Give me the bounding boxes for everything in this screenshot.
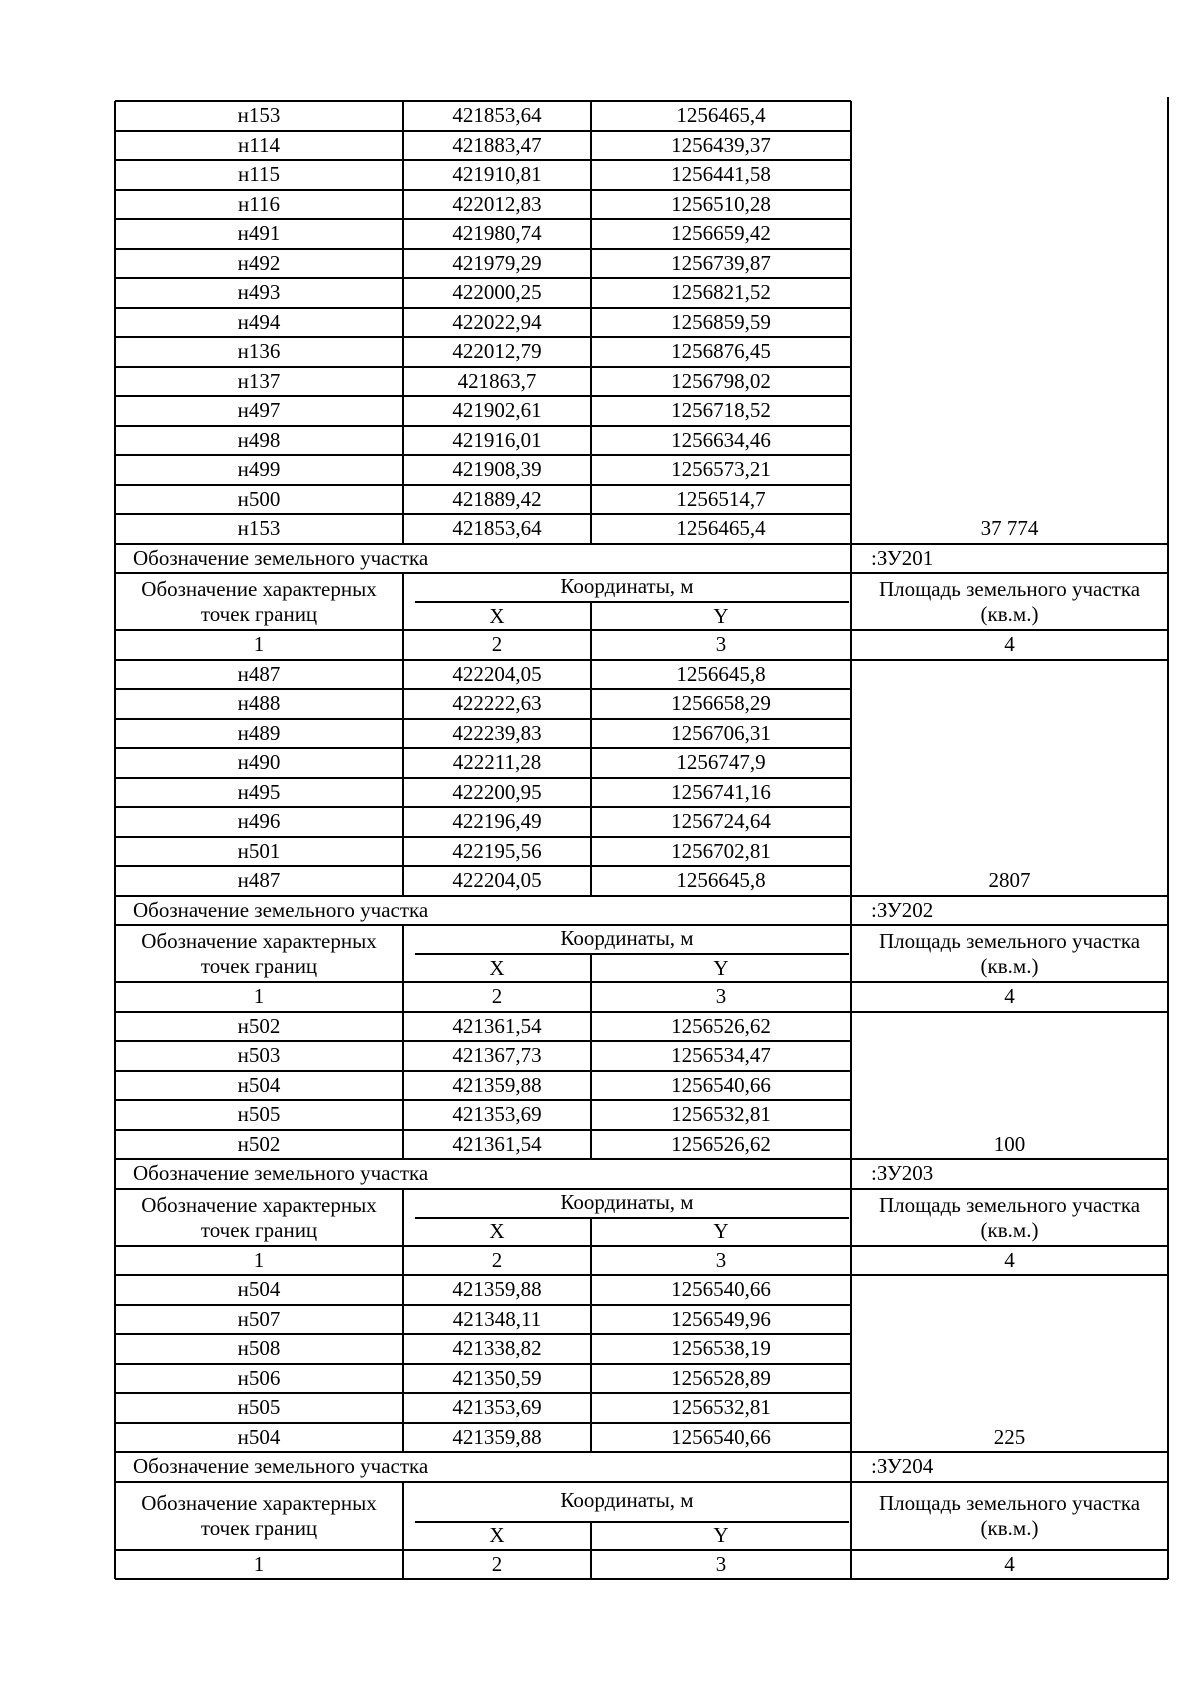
x-coordinate-cell: 421916,01 <box>452 427 542 452</box>
row-border <box>115 865 851 867</box>
row-border <box>115 1274 1168 1276</box>
x-coordinate-cell: 422239,83 <box>452 720 542 745</box>
column-number-cell: 3 <box>715 1247 727 1272</box>
column-number-cell: 4 <box>1004 1247 1015 1272</box>
column-border <box>114 1275 116 1452</box>
column-border <box>114 1482 116 1550</box>
area-header-line2: (кв.м.) <box>980 954 1039 978</box>
point-id-cell: н505 <box>237 1395 281 1420</box>
coordinates-header: Координаты, м <box>560 1189 694 1214</box>
area-header-line1: Площадь земельного участка <box>878 1192 1141 1217</box>
row-border <box>115 248 851 250</box>
column-border <box>1167 925 1169 982</box>
area-header-line1: Площадь земельного участка <box>878 1491 1141 1515</box>
column-border <box>402 1189 404 1246</box>
row-border <box>115 1158 1168 1160</box>
row-border <box>115 1549 1168 1551</box>
column-number-cell: 3 <box>715 984 727 1009</box>
column-border <box>850 1452 852 1482</box>
point-id-cell: н492 <box>237 250 281 275</box>
column-border <box>850 1189 852 1246</box>
column-border <box>114 544 116 574</box>
row-border <box>115 747 851 749</box>
x-coordinate-cell: 421353,69 <box>452 1102 542 1127</box>
area-value-cell: 100 <box>993 1131 1026 1156</box>
row-border <box>115 836 851 838</box>
column-border <box>590 101 592 544</box>
coordinates-header: Координаты, м <box>560 1488 694 1512</box>
area-value-cell: 2807 <box>988 868 1031 893</box>
column-border <box>402 925 404 982</box>
x-coordinate-cell: 422222,63 <box>452 691 542 716</box>
x-coordinate-cell: 421902,61 <box>452 398 542 423</box>
column-border <box>590 1550 592 1580</box>
column-border <box>850 1482 852 1550</box>
row-border <box>115 1099 851 1101</box>
point-id-cell: н504 <box>237 1424 281 1449</box>
column-number-cell: 1 <box>253 632 265 657</box>
point-id-cell: н487 <box>237 868 281 893</box>
row-border <box>115 1481 1168 1483</box>
parcel-id: :ЗУ203 <box>871 1161 934 1186</box>
y-coordinate-cell: 1256645,8 <box>676 868 766 893</box>
area-header-line1: Площадь земельного участка <box>878 577 1141 601</box>
parcel-label: Обозначение земельного участка <box>133 545 429 570</box>
x-coordinate-cell: 422012,79 <box>452 339 542 364</box>
point-id-cell: н500 <box>237 486 281 511</box>
row-border <box>115 336 851 338</box>
row-border <box>115 1333 851 1335</box>
parcel-label: Обозначение земельного участка <box>133 897 429 922</box>
point-id-cell: н116 <box>238 191 280 216</box>
y-coordinate-cell: 1256739,87 <box>671 250 771 275</box>
x-coordinate-cell: 421853,64 <box>452 516 542 541</box>
y-coordinate-cell: 1256741,16 <box>671 779 771 804</box>
row-border <box>115 981 1168 983</box>
y-column-header: Y <box>713 603 729 628</box>
point-id-cell: н493 <box>237 280 281 305</box>
row-border <box>115 718 851 720</box>
x-coordinate-cell: 421361,54 <box>452 1131 542 1156</box>
row-border <box>115 1363 851 1365</box>
column-border <box>402 1012 404 1160</box>
row-border <box>115 513 851 515</box>
column-border <box>850 896 852 926</box>
column-border <box>1167 1482 1169 1550</box>
x-column-header: X <box>489 955 505 980</box>
x-coordinate-cell: 421980,74 <box>452 221 542 246</box>
column-border <box>1167 896 1169 926</box>
column-border <box>402 101 404 544</box>
point-id-cell: н495 <box>237 779 281 804</box>
column-border <box>402 1550 404 1580</box>
row-border <box>115 395 851 397</box>
row-border <box>415 1217 849 1219</box>
column-border <box>114 573 116 630</box>
column-border <box>850 1159 852 1189</box>
y-coordinate-cell: 1256465,4 <box>676 516 766 541</box>
column-border <box>590 1246 592 1276</box>
parcel-id: :ЗУ204 <box>871 1454 934 1479</box>
column-number-cell: 1 <box>253 984 265 1009</box>
column-border <box>114 630 116 660</box>
parcel-id: :ЗУ202 <box>871 897 934 922</box>
y-coordinate-cell: 1256514,7 <box>676 486 766 511</box>
column-border <box>114 660 116 896</box>
point-id-cell: н508 <box>237 1336 281 1361</box>
row-border <box>115 629 1168 631</box>
column-border <box>1167 1189 1169 1246</box>
column-border <box>402 982 404 1012</box>
row-border <box>115 543 1168 545</box>
row-border <box>115 1245 1168 1247</box>
point-id-cell: н499 <box>237 457 281 482</box>
row-border <box>115 1129 851 1131</box>
parcel-label: Обозначение земельного участка <box>133 1454 429 1479</box>
row-border <box>115 218 851 220</box>
y-coordinate-cell: 1256441,58 <box>671 162 771 187</box>
row-border <box>115 688 851 690</box>
column-border <box>1167 982 1169 1012</box>
column-border <box>1167 630 1169 660</box>
y-coordinate-cell: 1256540,66 <box>671 1424 771 1449</box>
row-border <box>115 1304 851 1306</box>
y-coordinate-cell: 1256510,28 <box>671 191 771 216</box>
x-coordinate-cell: 421348,11 <box>452 1306 542 1331</box>
column-number-cell: 4 <box>1004 984 1015 1009</box>
column-border <box>114 1159 116 1189</box>
x-coordinate-cell: 422196,49 <box>452 809 542 834</box>
x-column-header: X <box>489 1523 505 1547</box>
y-coordinate-cell: 1256859,59 <box>671 309 771 334</box>
column-border <box>850 544 852 574</box>
point-id-cell: н114 <box>238 132 280 157</box>
x-coordinate-cell: 421361,54 <box>452 1013 542 1038</box>
column-border <box>1167 1012 1169 1160</box>
point-id-cell: н153 <box>237 103 281 128</box>
row-border <box>115 159 851 161</box>
point-id-cell: н137 <box>237 368 281 393</box>
column-border <box>850 660 852 896</box>
x-coordinate-cell: 422204,05 <box>452 868 542 893</box>
y-coordinate-cell: 1256549,96 <box>671 1306 771 1331</box>
row-border <box>115 806 851 808</box>
column-border <box>590 630 592 660</box>
column-border <box>850 573 852 630</box>
y-coordinate-cell: 1256534,47 <box>671 1043 771 1068</box>
column-border <box>590 982 592 1012</box>
y-coordinate-cell: 1256659,42 <box>671 221 771 246</box>
point-id-cell: н504 <box>237 1277 281 1302</box>
column-number-cell: 3 <box>715 632 727 657</box>
y-coordinate-cell: 1256702,81 <box>671 838 771 863</box>
row-border <box>415 601 849 603</box>
y-coordinate-cell: 1256645,8 <box>676 661 766 686</box>
y-coordinate-cell: 1256718,52 <box>671 398 771 423</box>
column-number-cell: 4 <box>1004 632 1015 657</box>
x-coordinate-cell: 422022,94 <box>452 309 542 334</box>
x-coordinate-cell: 421908,39 <box>452 457 542 482</box>
x-coordinate-cell: 421863,7 <box>457 368 537 393</box>
column-number-cell: 1 <box>253 1551 265 1576</box>
y-coordinate-cell: 1256634,46 <box>671 427 771 452</box>
column-border <box>114 1550 116 1580</box>
parcel-label: Обозначение земельного участка <box>133 1161 429 1186</box>
y-coordinate-cell: 1256526,62 <box>671 1013 771 1038</box>
x-coordinate-cell: 422012,83 <box>452 191 542 216</box>
y-coordinate-cell: 1256540,66 <box>671 1277 771 1302</box>
row-border <box>115 1040 851 1042</box>
x-coordinate-cell: 421367,73 <box>452 1043 542 1068</box>
point-id-cell: н504 <box>237 1072 281 1097</box>
column-border <box>402 573 404 630</box>
y-coordinate-cell: 1256439,37 <box>671 132 771 157</box>
x-coordinate-cell: 422200,95 <box>452 779 542 804</box>
points-header-line1: Обозначение характерных <box>141 1491 377 1515</box>
area-header-line2: (кв.м.) <box>980 602 1039 626</box>
points-header-line1: Обозначение характерных <box>141 1192 377 1217</box>
point-id-cell: н506 <box>237 1365 281 1390</box>
column-border <box>114 101 116 544</box>
point-id-cell: н115 <box>238 162 280 187</box>
point-id-cell: н487 <box>237 661 281 686</box>
column-border <box>590 1012 592 1160</box>
y-coordinate-cell: 1256526,62 <box>671 1131 771 1156</box>
column-border <box>114 1452 116 1482</box>
x-coordinate-cell: 422204,05 <box>452 661 542 686</box>
x-coordinate-cell: 422000,25 <box>452 280 542 305</box>
points-header-line2: точек границ <box>200 602 318 626</box>
column-number-cell: 2 <box>491 1551 503 1576</box>
x-coordinate-cell: 421359,88 <box>452 1072 542 1097</box>
row-border <box>115 130 851 132</box>
row-border <box>115 1392 851 1394</box>
column-border <box>1167 573 1169 630</box>
column-border <box>402 1482 404 1550</box>
row-border <box>115 1578 1168 1580</box>
column-border <box>850 1275 852 1452</box>
points-header-line2: точек границ <box>200 1516 318 1540</box>
y-coordinate-cell: 1256658,29 <box>671 691 771 716</box>
row-border <box>415 1521 849 1523</box>
row-border <box>115 454 851 456</box>
row-border <box>415 953 849 955</box>
y-coordinate-cell: 1256798,02 <box>671 368 771 393</box>
column-border <box>590 660 592 896</box>
row-border <box>115 277 851 279</box>
point-id-cell: н489 <box>237 720 281 745</box>
x-coordinate-cell: 421853,64 <box>452 103 542 128</box>
coordinates-header: Координаты, м <box>560 574 694 598</box>
column-border <box>114 925 116 982</box>
column-border <box>1167 1246 1169 1276</box>
x-coordinate-cell: 421350,59 <box>452 1365 542 1390</box>
y-coordinate-cell: 1256821,52 <box>671 280 771 305</box>
column-border <box>402 660 404 896</box>
point-id-cell: н488 <box>237 691 281 716</box>
x-column-header: X <box>489 603 505 628</box>
column-number-cell: 1 <box>253 1247 265 1272</box>
column-border <box>590 1275 592 1452</box>
y-coordinate-cell: 1256538,19 <box>671 1336 771 1361</box>
y-coordinate-cell: 1256724,64 <box>671 809 771 834</box>
points-header-line1: Обозначение характерных <box>141 929 377 953</box>
column-border <box>1167 1159 1169 1189</box>
row-border <box>115 425 851 427</box>
area-value-cell: 225 <box>993 1424 1026 1449</box>
point-id-cell: н507 <box>237 1306 281 1331</box>
x-coordinate-cell: 421889,42 <box>452 486 542 511</box>
column-border <box>850 925 852 982</box>
column-number-cell: 3 <box>715 1551 727 1576</box>
y-coordinate-cell: 1256540,66 <box>671 1072 771 1097</box>
column-border <box>590 1522 592 1550</box>
column-border <box>1167 1275 1169 1452</box>
x-coordinate-cell: 422195,56 <box>452 838 542 863</box>
row-border <box>115 1422 851 1424</box>
y-column-header: Y <box>713 955 729 980</box>
row-border <box>115 1011 1168 1013</box>
x-coordinate-cell: 422211,28 <box>452 750 542 775</box>
column-border <box>850 1012 852 1160</box>
x-coordinate-cell: 421359,88 <box>452 1277 542 1302</box>
row-border <box>115 100 851 102</box>
column-border <box>114 982 116 1012</box>
point-id-cell: н498 <box>237 427 281 452</box>
row-border <box>115 777 851 779</box>
x-coordinate-cell: 421359,88 <box>452 1424 542 1449</box>
column-border <box>402 630 404 660</box>
x-coordinate-cell: 421910,81 <box>452 162 542 187</box>
column-border <box>114 1189 116 1246</box>
point-id-cell: н501 <box>237 838 281 863</box>
y-column-header: Y <box>713 1523 729 1547</box>
row-border <box>115 366 851 368</box>
x-coordinate-cell: 421979,29 <box>452 250 542 275</box>
x-column-header: X <box>489 1219 505 1243</box>
y-coordinate-cell: 1256532,81 <box>671 1102 771 1127</box>
column-number-cell: 2 <box>491 632 503 657</box>
point-id-cell: н497 <box>237 398 281 423</box>
point-id-cell: н502 <box>237 1131 281 1156</box>
row-border <box>115 307 851 309</box>
y-coordinate-cell: 1256573,21 <box>671 457 771 482</box>
point-id-cell: н136 <box>237 339 281 364</box>
point-id-cell: н490 <box>237 750 281 775</box>
column-border <box>590 954 592 982</box>
x-coordinate-cell: 421338,82 <box>452 1336 542 1361</box>
row-border <box>115 1451 1168 1453</box>
column-border <box>402 1246 404 1276</box>
column-number-cell: 4 <box>1004 1551 1015 1576</box>
x-coordinate-cell: 421883,47 <box>452 132 542 157</box>
point-id-cell: н491 <box>237 221 281 246</box>
area-value-cell: 37 774 <box>980 516 1039 541</box>
coordinates-header: Координаты, м <box>560 926 694 950</box>
column-border <box>114 896 116 926</box>
y-coordinate-cell: 1256528,89 <box>671 1365 771 1390</box>
column-border <box>590 1218 592 1246</box>
y-coordinate-cell: 1256706,31 <box>671 720 771 745</box>
column-border <box>114 1246 116 1276</box>
y-coordinate-cell: 1256532,81 <box>671 1395 771 1420</box>
column-border <box>850 101 852 544</box>
area-header-line2: (кв.м.) <box>980 1516 1039 1540</box>
point-id-cell: н496 <box>237 809 281 834</box>
point-id-cell: н502 <box>237 1013 281 1038</box>
column-border <box>1167 544 1169 574</box>
x-coordinate-cell: 421353,69 <box>452 1395 542 1420</box>
column-border <box>850 1550 852 1580</box>
row-border <box>115 189 851 191</box>
point-id-cell: н494 <box>237 309 281 334</box>
column-border <box>1167 1452 1169 1482</box>
column-border <box>402 1275 404 1452</box>
column-number-cell: 2 <box>491 984 503 1009</box>
area-header-line1: Площадь земельного участка <box>878 929 1141 953</box>
point-id-cell: н505 <box>237 1102 281 1127</box>
row-border <box>115 659 1168 661</box>
row-border <box>115 895 1168 897</box>
row-border <box>115 484 851 486</box>
points-header-line1: Обозначение характерных <box>141 577 377 601</box>
y-coordinate-cell: 1256465,4 <box>676 103 766 128</box>
area-header-line2: (кв.м.) <box>980 1217 1039 1242</box>
point-id-cell: н503 <box>237 1043 281 1068</box>
y-coordinate-cell: 1256747,9 <box>676 750 766 775</box>
column-border <box>590 602 592 630</box>
column-border <box>1167 97 1169 544</box>
y-coordinate-cell: 1256876,45 <box>671 339 771 364</box>
column-border <box>850 630 852 660</box>
column-border <box>850 1246 852 1276</box>
point-id-cell: н153 <box>237 516 281 541</box>
column-border <box>1167 660 1169 896</box>
column-number-cell: 2 <box>491 1247 503 1272</box>
row-border <box>115 1070 851 1072</box>
column-border <box>114 1012 116 1160</box>
column-border <box>850 982 852 1012</box>
column-border <box>1167 1550 1169 1580</box>
points-header-line2: точек границ <box>200 954 318 978</box>
parcel-id: :ЗУ201 <box>871 545 934 570</box>
y-column-header: Y <box>713 1219 729 1243</box>
points-header-line2: точек границ <box>200 1217 318 1242</box>
